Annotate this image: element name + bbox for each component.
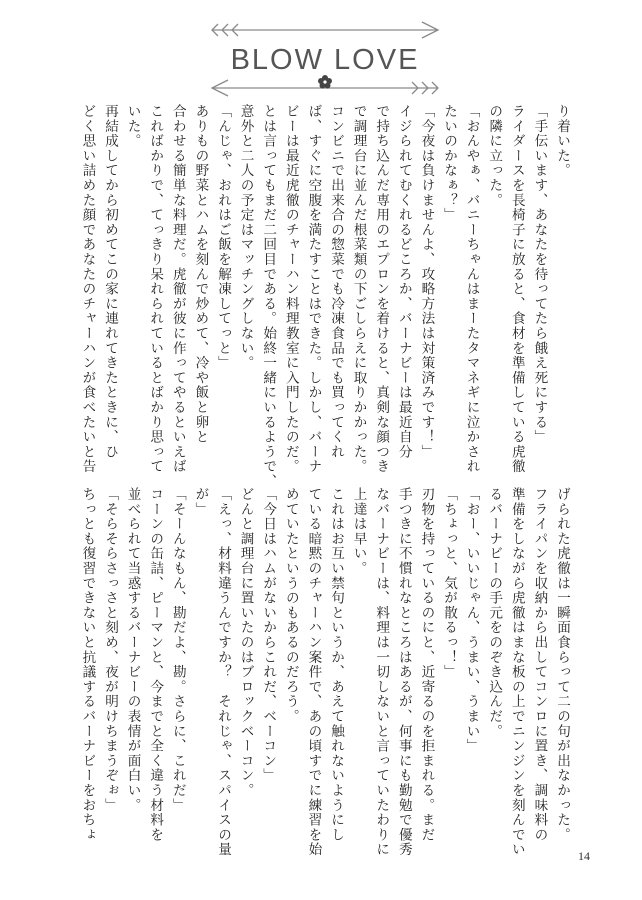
text-line: 「今夜は負けませんよ、攻略方法は対策済みです！」 (418, 104, 435, 460)
text-line: コーンの缶詰、ピーマンと、今までと全く違う材料を (147, 487, 164, 843)
page-title: BLOW LOVE (230, 44, 420, 76)
text-line: 「ちょっと、気が散るっ！」 (441, 487, 457, 680)
text-line: イジられてむくれるどころか、バーナビーは最近自分 (395, 104, 412, 460)
text-line: 「おんやぁ、バニーちゃんはまーたタマネギに泣かされ (463, 104, 480, 474)
text-line: いた。 (124, 104, 141, 149)
text-line: 準備をしながら虎徹はまな板の上でニンジンを刻んでい (508, 487, 525, 857)
text-line: 「そらそらさっさと刻め、夜が明けちまうぞぉ」 (102, 487, 118, 813)
text-block-bottom (70, 487, 570, 857)
title-ornament (200, 8, 450, 98)
page-number: 14 (578, 849, 590, 863)
text-line: ライダースを長椅子に放ると、食材を準備している虎徹 (508, 104, 525, 474)
text-line: 「えっ、材料違うんですか？ それじゃ、スパイスの量 (215, 487, 231, 857)
text-line: 再結成してから初めてこの家に連れてきたときに、ひ (102, 104, 118, 460)
text-block-top (70, 104, 570, 489)
text-line: たいのかなぁ？」 (441, 104, 457, 223)
text-line: 刃物を持っているのにと、近寄るのを拒まれる。まだ (418, 487, 435, 843)
text-line: こればかりで、てっきり呆れられているとばかり思って (147, 104, 164, 474)
text-line: どく思い詰めた顔であなたのチャーハンが食べたいと告 (79, 104, 96, 474)
text-line: 合わせる簡単な料理だ。虎徹が彼に作ってやるといえば (169, 104, 186, 474)
flower-icon (318, 75, 332, 89)
text-line: めていたというのもあるのだろう。 (282, 487, 299, 724)
text-line: なバーナビーは、料理は一切しないと言っていたわりに (373, 487, 390, 857)
text-line: 「おー、いいじゃん、うまい、うまい」 (463, 487, 480, 754)
text-line: 「んじゃ、おれはご飯を解凍してっと」 (215, 104, 231, 371)
text-line: で調理台に並んだ根菜類の下ごしらえに取りかかった。 (350, 104, 367, 474)
text-line: 「今日はハムがないからこれだ、ベーコン」 (260, 487, 277, 783)
text-line: 「手伝います、あなたを待ってたら餓え死にする」 (531, 104, 548, 445)
text-line: どんと調理台に置いたのはブロックベーコン。 (237, 487, 254, 798)
text-line: 「そーんなもん、勘だよ、勘。さらに、これだ」 (169, 487, 186, 813)
text-line: 上達は早い。 (350, 487, 367, 576)
text-line: ている暗黙のチャーハン案件で、あの頃すでに練習を始 (305, 487, 322, 857)
text-line: げられた虎徹は一瞬面食らって二の句が出なかった。 (554, 487, 570, 843)
text-line: 手つきに不慣れなところはあるが、何事にも勤勉で優秀 (395, 487, 412, 857)
text-line: ありもの野菜とハムを刻んで炒めて、冷や飯と卵と (192, 104, 209, 445)
text-line: り着いた。 (554, 104, 570, 178)
text-line: これはお互い禁句というか、あえて触れないようにし (328, 487, 344, 843)
text-line: とは言ってもまだ二回目である。始終一緒にいるようで、 (260, 104, 277, 489)
text-line: の隣に立った。 (486, 104, 503, 208)
text-line: ちっとも復習できないと抗議するバーナビーをおちょ (79, 487, 96, 843)
text-line: で持ち込んだ専用のエプロンを着けると、真剣な顔つき (373, 104, 390, 474)
text-line: 意外と二人の予定はマッチングしない。 (237, 104, 254, 371)
text-line: るバーナビーの手元をのぞき込んだ。 (486, 487, 503, 739)
text-line: 並べられて当惑するバーナビーの表情が面白い。 (124, 487, 141, 813)
text-line: ビーは最近虎徹のチャーハン料理教室に入門したのだ。 (282, 104, 299, 474)
text-line: コンビニで出来合の惣菜でも冷凍食品でも買ってくれ (328, 104, 344, 460)
text-line: ば、すぐに空腹を満たすことはできた。しかし、バーナ (305, 104, 322, 474)
text-line: が」 (192, 487, 209, 517)
text-line: フライパンを収納から出してコンロに置き、調味料の (531, 487, 548, 843)
